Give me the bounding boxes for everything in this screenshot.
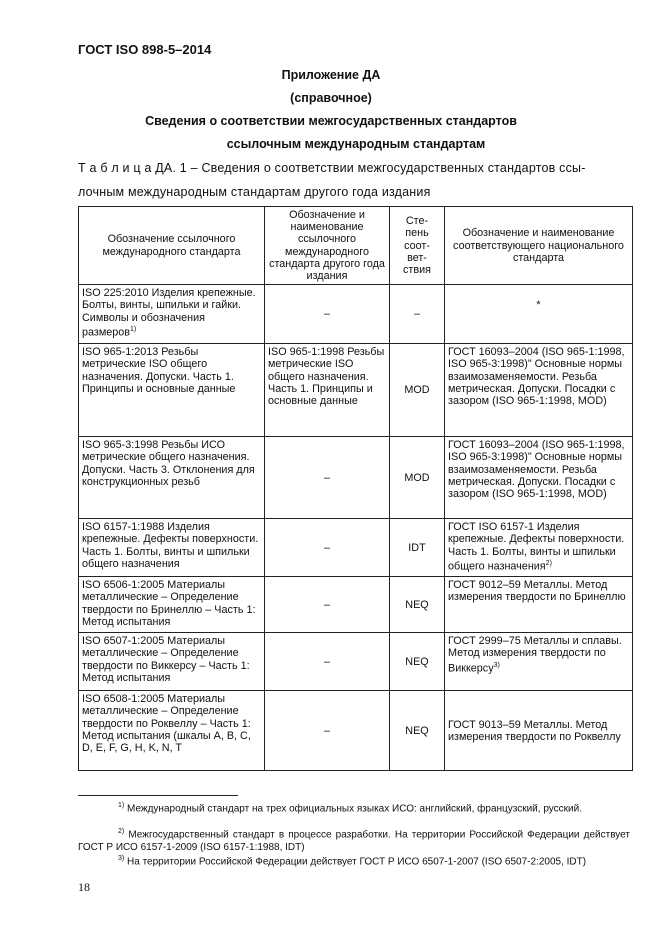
table-row	[79, 691, 633, 771]
other-cell: –	[265, 633, 390, 691]
table-header-row	[79, 207, 633, 285]
ref-cell: ISO 6508-1:2005 Материалы металлические – Определение твердости по Роквеллу – Часть 1: Метод испытания (шкалы A, B, C, D, E, F, G, H, K, N, T	[79, 691, 265, 771]
table-row	[79, 519, 633, 577]
appendix-heading-line1: Сведения о соответствии межгосударственных стандартов	[145, 114, 517, 128]
other-cell: ISO 965-1:1998 Резьбы метрические ISO общего назначения. Часть 1. Принципы и основные данные	[265, 344, 390, 437]
document-header: ГОСТ ISO 898-5–2014	[78, 42, 212, 57]
national-cell: ГОСТ 2999–75 Металлы и сплавы. Метод измерения твердости по Виккерсу$^{3)}$	[445, 633, 633, 691]
footnote-separator	[78, 795, 238, 796]
degree-cell: MOD	[390, 437, 445, 519]
degree-cell: –	[390, 285, 445, 344]
table-row	[79, 577, 633, 633]
degree-cell: NEQ	[390, 633, 445, 691]
footnote-2: $^{2)}$ Межгосударственный стандарт в процессе разработки. На территории Российской Федерации действует ГОСТ Р ИСО 6157-1-2009 (ISO 6157-1:1988, IDT)	[78, 828, 630, 854]
header-ref-standard: Обозначение ссылочного международного стандарта	[79, 207, 265, 285]
ref-cell: ISO 225:2010 Изделия крепежные. Болты, винты, шпильки и гайки. Символы и обозначения размеров$^{1)}$	[79, 285, 265, 344]
header-other-year-standard: Обозначение и наименование ссылочного международного стандарта другого года издания	[265, 207, 390, 285]
other-cell: –	[265, 519, 390, 577]
national-cell: *	[445, 285, 633, 344]
appendix-title: Приложение ДА	[281, 68, 381, 82]
national-cell: ГОСТ ISO 6157-1 Изделия крепежные. Дефекты поверхности. Часть 1. Болты, винты и шпильки общего назначения$^{2)}$	[445, 519, 633, 577]
degree-cell: NEQ	[390, 577, 445, 633]
ref-cell: ISO 965-1:2013 Резьбы метрические ISO общего назначения. Допуски. Часть 1. Принципы и основные данные	[79, 344, 265, 437]
national-cell: ГОСТ 9013–59 Металлы. Метод измерения твердости по Роквеллу	[445, 691, 633, 771]
table-row	[79, 344, 633, 437]
appendix-heading-line2: ссылочным международным стандартам	[226, 137, 486, 151]
ref-cell: ISO 6506-1:2005 Материалы металлические – Определение твердости по Бринеллю – Часть 1: Метод испытания	[79, 577, 265, 633]
header-degree: Сте- пень соот- вет- ствия	[390, 207, 445, 285]
degree-cell: NEQ	[390, 691, 445, 771]
national-cell: ГОСТ 16093–2004 (ISO 965-1:1998, ISO 965-3:1998)" Основные нормы взаимозаменяемости. Резьба метрическая. Допуски. Посадки с зазором (ISO 965-1:1998, MOD)	[445, 344, 633, 437]
other-cell: –	[265, 285, 390, 344]
ref-cell: ISO 6157-1:1988 Изделия крепежные. Дефекты поверхности. Часть 1. Болты, винты и шпильки общего назначения	[79, 519, 265, 577]
ref-cell: ISO 6507-1:2005 Материалы металлические – Определение твердости по Виккерсу – Часть 1: Метод испытания	[79, 633, 265, 691]
other-cell: –	[265, 577, 390, 633]
page-number: 18	[78, 880, 90, 894]
appendix-subtitle: (справочное)	[290, 91, 372, 105]
table-row	[79, 633, 633, 691]
ref-cell: ISO 965-3:1998 Резьбы ИСО метрические общего назначения. Допуски. Часть 3. Отклонения для конструкционных резьб	[79, 437, 265, 519]
national-cell: ГОСТ 16093–2004 (ISO 965-1:1998, ISO 965-3:1998)" Основные нормы взаимозаменяемости. Резьба метрическая. Допуски. Посадки с зазором (ISO 965-1:1998, MOD)	[445, 437, 633, 519]
footnote-3: $^{3)}$ На территории Российской Федерации действует ГОСТ Р ИСО 6507-1-2007 (ISO 6507-2:2005, IDT)	[118, 855, 587, 868]
degree-cell: MOD	[390, 344, 445, 437]
standards-table	[78, 206, 633, 771]
table-row	[79, 285, 633, 344]
other-cell: –	[265, 437, 390, 519]
other-cell: –	[265, 691, 390, 771]
national-cell: ГОСТ 9012–59 Металлы. Метод измерения твердости по Бринеллю	[445, 577, 633, 633]
table-caption-line2: лочным международным стандартам другого года издания	[78, 185, 431, 199]
table-row	[79, 437, 633, 519]
table-caption-line1: Т а б л и ц а ДА. 1 – Сведения о соответствии межгосударственных стандартов ссы-	[78, 161, 586, 175]
header-national-standard: Обозначение и наименование соответствующего национального стандарта	[445, 207, 633, 285]
degree-cell: IDT	[390, 519, 445, 577]
footnote-1: $^{1)}$ Международный стандарт на трех официальных языках ИСО: английский, французский, русский.	[118, 802, 582, 815]
